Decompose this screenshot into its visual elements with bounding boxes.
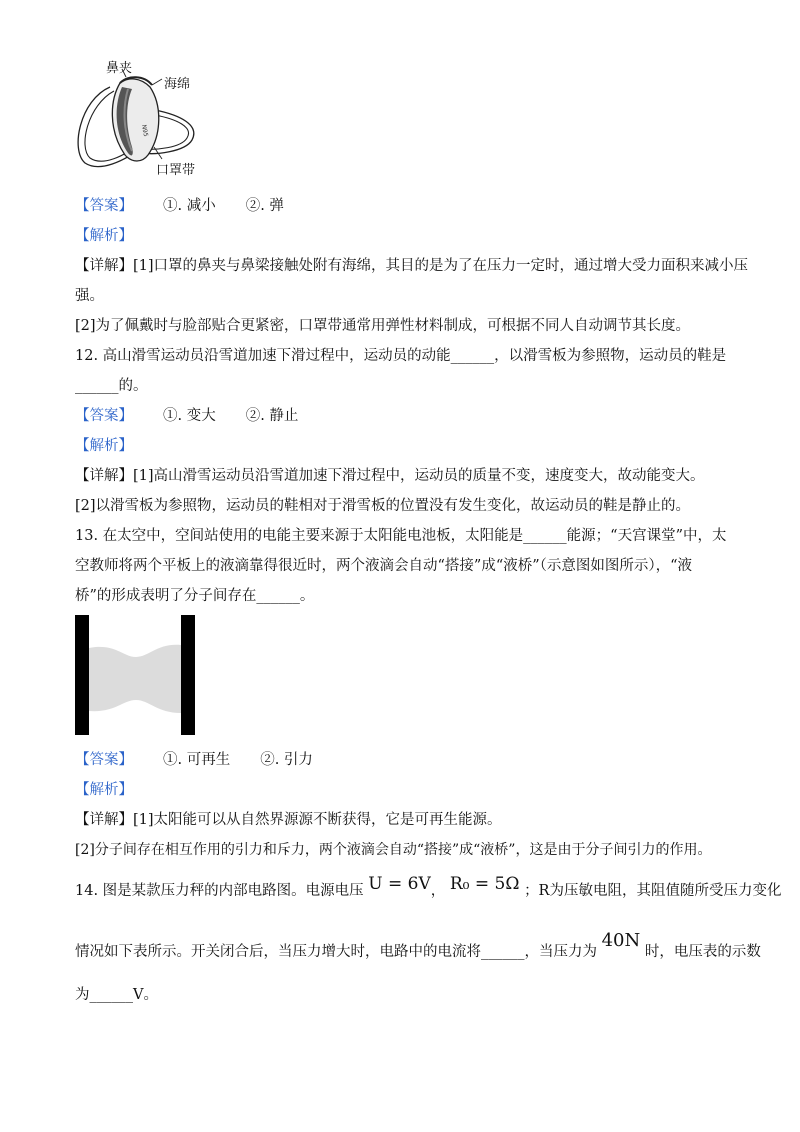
resistance-formula: R₀ = 5Ω (449, 874, 520, 894)
q14-line2-b: 时，电压表的示数 (644, 944, 761, 960)
q13-question-c: 桥”的形成表明了分子间存在______。 (75, 588, 315, 604)
force-value: 40N (601, 930, 641, 951)
detail-text: [1]口罩的鼻夹与鼻梁接触处附有海绵，其目的是为了在压力一定时，通过增大受力面积来减小压 (133, 258, 749, 274)
q11-detail-2: [2]为了佩戴时与脸部贴合更紧密，口罩带通常用弹性材料制成，可根据不同人自动调节其长度。 (75, 318, 691, 334)
q12-question-a: 12. 高山滑雪运动员沿雪道加速下滑过程中，运动员的动能______，以滑雪板为参照物，运动员的鞋是 (75, 348, 727, 364)
answer-2: ②. 引力 (260, 752, 313, 768)
answer-tag: 【答案】 (75, 408, 133, 424)
detail-tag: 【详解】 (75, 812, 133, 828)
liquid-bridge-figure (75, 615, 197, 735)
q11-detail-1b: 强。 (75, 288, 104, 304)
label-sponge: 海绵 (164, 77, 191, 92)
answer-2: ②. 弹 (245, 198, 284, 214)
comma: ， (430, 883, 446, 899)
mask-text: N95 (140, 124, 150, 138)
answer-tag: 【答案】 (75, 198, 133, 214)
q14-question-line3: 为______V。 (75, 987, 158, 1003)
detail-tag: 【详解】 (75, 258, 133, 274)
q14-question-line2 (75, 930, 761, 962)
q13-question-a: 13. 在太空中，空间站使用的电能主要来源于太阳能电池板，太阳能是______能源；“天宫课堂”中，太 (75, 528, 727, 544)
answer-1: ①. 可再生 (163, 752, 231, 768)
analysis-tag: 【解析】 (75, 438, 133, 454)
mask-figure (70, 55, 210, 180)
q14-question-line1 (75, 874, 782, 901)
q12-detail-2: [2]以滑雪板为参照物，运动员的鞋相对于滑雪板的位置没有发生变化，故运动员的鞋是静止的。 (75, 498, 691, 514)
right-plate (181, 615, 195, 735)
q12-question-b: ______的。 (75, 378, 148, 394)
left-plate (75, 615, 89, 735)
detail-tag: 【详解】 (75, 468, 133, 484)
q14-after-r0: ；R为压敏电阻，其阻值随所受压力变化 (524, 883, 782, 899)
detail-text: [1]高山滑雪运动员沿雪道加速下滑过程中，运动员的质量不变，速度变大，故动能变大。 (133, 468, 705, 484)
answer-1: ①. 变大 (163, 408, 216, 424)
answer-1: ①. 减小 (163, 198, 216, 214)
q11-detail-1a (75, 256, 748, 276)
q11-answer-row (75, 196, 284, 216)
analysis-tag: 【解析】 (75, 782, 133, 798)
analysis-tag: 【解析】 (75, 228, 133, 244)
answer-2: ②. 静止 (245, 408, 299, 424)
q12-answer-row (75, 406, 298, 426)
voltage-formula: U = 6V (368, 874, 431, 894)
label-nose-clip: 鼻夹 (106, 61, 133, 76)
q13-detail-2: [2]分子间存在相互作用的引力和斥力，两个液滴会自动“搭接”成“液桥”，这是由于分子间引力的作用。 (75, 842, 712, 858)
q14-line2-a: 情况如下表所示。开关闭合后，当压力增大时，电路中的电流将______，当压力为 (75, 944, 597, 960)
liquid-bridge-illustration (75, 615, 197, 735)
q13-detail-1 (75, 810, 502, 830)
detail-text: [1]太阳能可以从自然界源源不断获得，它是可再生能源。 (133, 812, 502, 828)
label-strap: 口罩带 (156, 163, 196, 178)
q13-question-b: 空教师将两个平板上的液滴靠得很近时，两个液滴会自动“搭接”成“液桥”（示意图如图所示），“液 (75, 558, 693, 574)
q14-prefix: 14. 图是某款压力秤的内部电路图。电源电压 (75, 883, 364, 899)
answer-tag: 【答案】 (75, 752, 133, 768)
q12-detail-1 (75, 466, 705, 486)
q13-answer-row (75, 750, 313, 770)
